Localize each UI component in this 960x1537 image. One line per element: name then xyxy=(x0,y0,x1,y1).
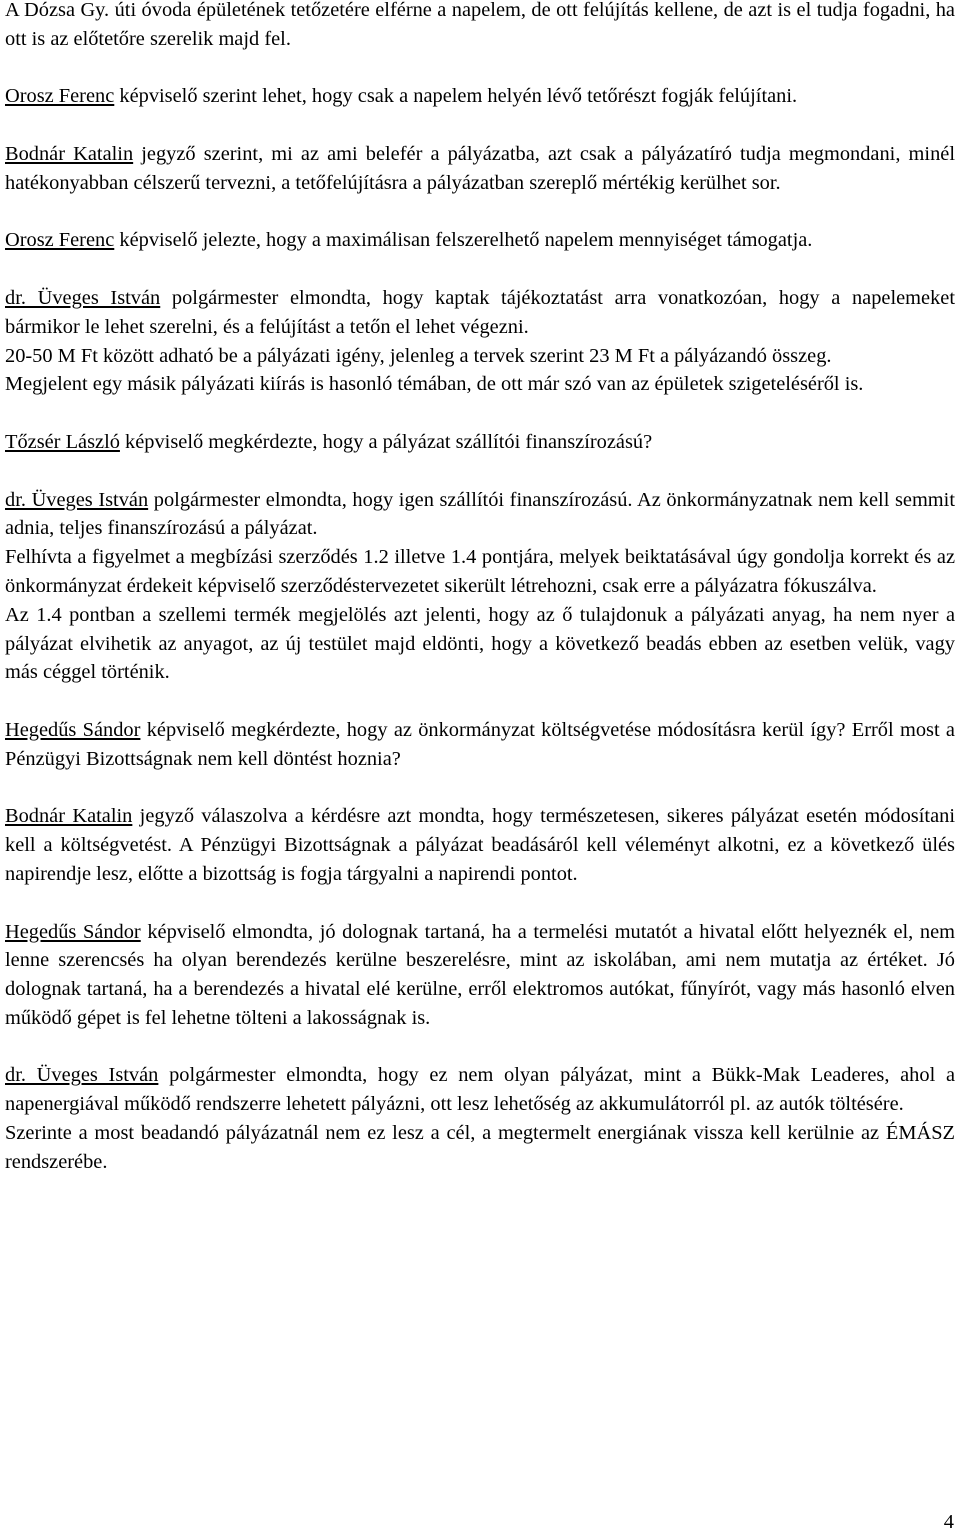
speaker-name: Bodnár Katalin xyxy=(5,142,134,165)
paragraph xyxy=(5,226,955,255)
speaker-name: Hegedűs Sándor xyxy=(5,920,141,943)
paragraph xyxy=(5,918,955,1033)
paragraph xyxy=(5,82,955,111)
speaker-name: Orosz Ferenc xyxy=(5,85,115,108)
paragraph-text: Megjelent egy másik pályázati kiírás is hasonló témában, de ott már szó van az épületek szigeteléséről is. xyxy=(5,373,864,396)
paragraph-text: jegyző válaszolva a kérdésre azt mondta, hogy természetesen, sikeres pályázat esetén módosítani kell a költségvetést. A Pénzügyi Bizottságnak a pályázat beadásáról kell véleményt alkotni, ez a következő ülés napirendje lesz, előtte a bizottság is fogja tárgyalni a napirendi pontot. xyxy=(5,805,955,885)
paragraph xyxy=(5,543,955,601)
body-text xyxy=(5,0,955,1177)
speaker-name: dr. Üveges István xyxy=(5,488,149,511)
paragraph-text: jegyző szerint, mi az ami belefér a pályázatba, azt csak a pályázatíró tudja megmondani, minél hatékonyabban célszerű tervezni, a tetőfelújításra a pályázatban szereplő mértékig kerülhet sor. xyxy=(5,142,955,194)
speaker-name: Bodnár Katalin xyxy=(5,805,133,828)
speaker-name: Hegedűs Sándor xyxy=(5,718,141,741)
page-number: 4 xyxy=(943,1511,954,1533)
paragraph-text: Az 1.4 pontban a szellemi termék megjelölés azt jelenti, hogy az ő tulajdonuk a pályázati anyag, ha nem nyer a pályázat elvihetik az anyagot, az új testület majd eldönti, hogy a következő beadás ebben az esetben velük, vagy más céggel történik. xyxy=(5,603,955,684)
paragraph-text: képviselő elmondta, jó dolognak tartaná, ha a termelési mutatót a hivatal előtt helyeznék el, nem lenne szerencsés ha olyan berendezés kerülne beszerelésre, mint az iskolában, ami nem mutatja az értéket. Jó dolognak tartaná, ha a berendezés a hivatal elé kerülne, erről elektromos autókat, fűnyírót, vagy más hasonló elven működő gépet is fel lehetne tölteni a lakosságnak is. xyxy=(5,920,955,1029)
paragraph-text: 20-50 M Ft között adható be a pályázati igény, jelenleg a tervek szerint 23 M Ft a pályázandó összeg. xyxy=(5,344,832,367)
paragraph xyxy=(5,1119,955,1177)
paragraph xyxy=(5,1061,955,1119)
paragraph-text: képviselő megkérdezte, hogy az önkormányzat költségvetése módosításra kerül így? Erről most a Pénzügyi Bizottságnak nem kell döntést hoznia? xyxy=(5,718,955,770)
paragraph-text: Szerinte a most beadandó pályázatnál nem ez lesz a cél, a megtermelt energiának vissza kell kerülnie az ÉMÁSZ rendszerébe. xyxy=(5,1122,955,1173)
speaker-name: dr. Üveges István xyxy=(5,286,161,309)
paragraph-text: képviselő megkérdezte, hogy a pályázat szállítói finanszírozású? xyxy=(119,430,653,453)
paragraph xyxy=(5,716,955,774)
speaker-name: Orosz Ferenc xyxy=(5,229,115,252)
paragraph xyxy=(5,140,955,198)
paragraph-text: polgármester elmondta, hogy ez nem olyan pályázat, mint a Bükk-Mak Leaderes, ahol a napenergiával működő rendszerre lehetett pályázni, ott lesz lehetőség az akkumulátorról pl. az autók töltésére. xyxy=(5,1064,955,1116)
paragraph xyxy=(5,601,955,687)
paragraph xyxy=(5,428,955,457)
paragraph xyxy=(5,486,955,544)
speaker-name: Tőzsér László xyxy=(5,430,120,453)
paragraph xyxy=(5,0,955,54)
paragraph-text: képviselő szerint lehet, hogy csak a napelem helyén lévő tetőrészt fogják felújítani. xyxy=(114,85,798,108)
paragraph-text: polgármester elmondta, hogy igen szállítói finanszírozású. Az önkormányzatnak nem kell semmit adnia, teljes finanszírozású a pályázat. xyxy=(5,488,955,540)
paragraph-text: Felhívta a figyelmet a megbízási szerződés 1.2 illetve 1.4 pontjára, melyek beiktatásával úgy gondolja korrekt és az önkormányzat érdekeit képviselő szerződéstervezetet sikerült létrehozni, csak erre a pályázatra fókuszálva. xyxy=(5,546,955,597)
paragraph-text: polgármester elmondta, hogy kaptak tájékoztatást arra vonatkozóan, hogy a napelemeket bármikor le lehet szerelni, és a felújítást a tetőn el lehet végezni. xyxy=(5,286,955,338)
speaker-name: dr. Üveges István xyxy=(5,1064,159,1087)
paragraph xyxy=(5,284,955,342)
paragraph xyxy=(5,342,955,371)
paragraph xyxy=(5,802,955,888)
paragraph-text: képviselő jelezte, hogy a maximálisan felszerelhető napelem mennyiséget támogatja. xyxy=(114,229,813,252)
paragraph xyxy=(5,370,955,399)
paragraph-text: A Dózsa Gy. úti óvoda épületének tetőzetére elférne a napelem, de ott felújítás kellene, de azt is el tudja fogadni, ha ott is az előtetőre szerelik majd fel. xyxy=(5,0,955,50)
